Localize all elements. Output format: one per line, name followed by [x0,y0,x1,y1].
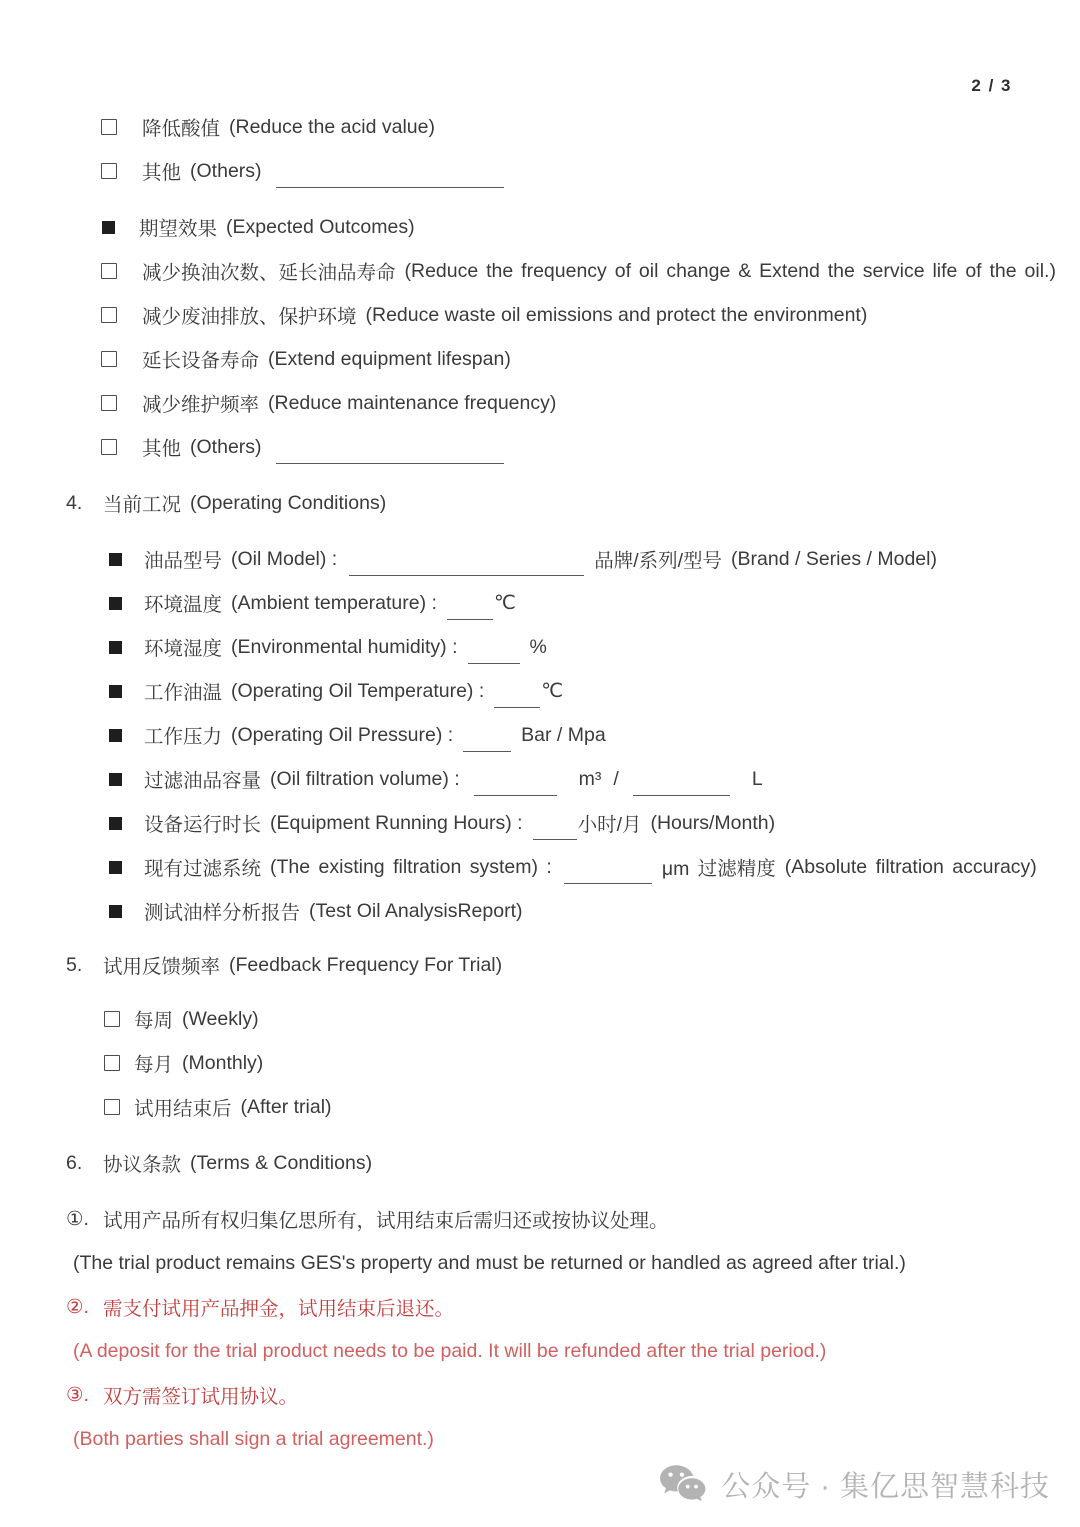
option-others-outcome [0,425,1080,469]
option-label-zh: 其他 [142,162,182,184]
unit-label: % [529,635,547,658]
option-label-zh: 减少废油排放、保护环境 [142,306,357,328]
section-5-feedback-frequency [0,943,1080,987]
field-test-oil-analysis-report [0,889,1080,933]
term-text-zh: 双方需签订试用协议。 [103,1386,299,1408]
field-label-zh: 过滤油品容量 [144,770,262,792]
unit-label: μm 过滤精度 [661,858,776,880]
others-fill-in-blank[interactable] [276,163,504,188]
option-label-en: (Reduce the acid value) [229,115,435,138]
running-hours-fill-in-blank[interactable] [533,815,577,840]
option-others-purpose [0,149,1080,193]
circled-number-2: ②. [66,1296,89,1318]
field-operating-oil-temperature [0,669,1080,713]
square-bullet-icon [109,773,122,786]
square-bullet-icon [109,905,122,918]
option-label-zh: 减少维护频率 [142,394,260,416]
section-title-zh: 当前工况 [103,494,182,516]
field-label-zh: 现有过滤系统 [144,858,262,880]
option-label-en: (Others) [190,435,262,458]
checkbox-icon[interactable] [104,1011,120,1027]
field-label-en: (Ambient temperature) : [231,591,437,614]
square-bullet-icon [109,641,122,654]
term-text-en: (The trial product remains GES's property and must be returned or handled as agreed after trial.) [73,1251,906,1274]
field-label-zh: 环境湿度 [144,638,223,660]
option-label-en: (Weekly) [182,1007,259,1030]
checkbox-icon[interactable] [101,395,117,411]
circled-number-1: ①. [66,1208,89,1230]
option-label-en: (Others) [190,159,262,182]
field-label-zh: 环境温度 [144,594,223,616]
section-title-en: (Feedback Frequency For Trial) [229,953,503,976]
field-label-zh: 油品型号 [144,550,223,572]
checkbox-icon[interactable] [101,351,117,367]
humidity-fill-in-blank[interactable] [468,639,520,664]
term-2-english [0,1329,1080,1373]
field-label-en: (Oil Model) : [231,547,338,570]
option-monthly [0,1041,1080,1085]
volume-litre-fill-in-blank[interactable] [633,771,730,796]
term-3-agreement [0,1373,1080,1417]
heading-expected-outcomes [0,205,1080,249]
field-label-en: (Operating Oil Pressure) : [231,723,454,746]
field-label-zh: 工作压力 [144,726,223,748]
option-reduce-oil-change [0,249,1080,293]
filtration-accuracy-fill-in-blank[interactable] [564,859,652,884]
checkbox-icon[interactable] [101,119,117,135]
field-label-en2: (Brand / Series / Model) [731,547,937,570]
checkbox-icon[interactable] [104,1055,120,1071]
checkbox-icon[interactable] [101,307,117,323]
square-bullet-icon [109,861,122,874]
oil-temperature-fill-in-blank[interactable] [494,683,540,708]
section-number: 6. [66,1151,83,1174]
field-label-zh: 设备运行时长 [144,814,262,836]
section-6-terms-conditions [0,1141,1080,1185]
unit-label: Bar / Mpa [521,723,606,746]
field-equipment-running-hours [0,801,1080,845]
watermark-label: 公众号 · 集亿思智慧科技 [721,1470,1050,1503]
field-label-en: (Test Oil AnalysisReport) [309,899,523,922]
field-environmental-humidity [0,625,1080,669]
unit-label: ℃ [541,680,564,702]
option-label-zh: 试用结束后 [134,1098,232,1120]
option-reduce-maintenance [0,381,1080,425]
section-number: 4. [66,491,83,514]
square-bullet-icon [109,817,122,830]
page-number: 2 / 3 [971,76,1012,95]
section-4-operating-conditions [0,481,1080,525]
square-bullet-icon [109,553,122,566]
term-text-zh: 试用产品所有权归集亿思所有，试用结束后需归还或按协议处理。 [103,1210,669,1232]
option-reduce-waste-oil [0,293,1080,337]
field-oil-filtration-volume [0,757,1080,801]
option-extend-equipment-lifespan [0,337,1080,381]
heading-label-en: (Expected Outcomes) [226,215,415,238]
unit-label: ℃ [493,592,516,614]
unit-label: 小时/月 [577,814,642,836]
option-weekly [0,997,1080,1041]
checkbox-icon[interactable] [101,163,117,179]
option-label-zh: 每周 [134,1010,174,1032]
section-title-zh: 试用反馈频率 [103,956,221,978]
term-2-deposit [0,1285,1080,1329]
field-label-en: (Environmental humidity) : [231,635,458,658]
heading-label-zh: 期望效果 [139,218,218,240]
option-after-trial [0,1085,1080,1129]
field-label-zh: 工作油温 [144,682,223,704]
option-label-zh: 降低酸值 [142,118,221,140]
option-label-en: (Monthly) [182,1051,264,1074]
option-label-en: (Reduce the frequency of oil change & Extend the service life of the oil.) [404,259,1056,282]
square-bullet-icon [109,597,122,610]
option-label-zh: 其他 [142,438,182,460]
section-title-en: (Terms & Conditions) [190,1151,373,1174]
square-bullet-icon [102,221,115,234]
section-number: 5. [66,953,83,976]
option-label-en: (Reduce maintenance frequency) [268,391,557,414]
option-label-en: (Reduce waste oil emissions and protect the environment) [365,303,868,326]
field-label-zh2: 品牌/系列/型号 [594,550,723,572]
others-fill-in-blank[interactable] [276,439,504,464]
field-label-en: (Operating Oil Temperature) : [231,679,485,702]
option-label-en: (Extend equipment lifespan) [268,347,511,370]
section-title-zh: 协议条款 [103,1154,182,1176]
option-reduce-acid-value [0,105,1080,149]
square-bullet-icon [109,729,122,742]
circled-number-3: ③. [66,1384,89,1406]
checkbox-icon[interactable] [101,439,117,455]
option-label-zh: 每月 [134,1054,174,1076]
term-text-en: (Both parties shall sign a trial agreement.) [73,1427,434,1450]
field-label-en2: (Absolute filtration accuracy) [784,855,1037,878]
slash-separator: / [613,767,619,790]
option-label-zh: 减少换油次数、延长油品寿命 [142,262,396,284]
field-label-en: (Oil filtration volume) : [270,767,460,790]
term-1-ownership [0,1197,1080,1241]
unit-label-m3: m³ [578,767,602,790]
oil-pressure-fill-in-blank[interactable] [463,727,511,752]
option-label-zh: 延长设备寿命 [142,350,260,372]
term-text-en: (A deposit for the trial product needs to be paid. It will be refunded after the trial period.) [73,1339,827,1362]
checkbox-icon[interactable] [104,1099,120,1115]
field-oil-model [0,537,1080,581]
field-existing-filtration-system [0,845,1080,889]
section-title-en: (Operating Conditions) [190,491,387,514]
volume-m3-fill-in-blank[interactable] [474,771,557,796]
field-label-en2: (Hours/Month) [650,811,776,834]
field-label-en: (Equipment Running Hours) : [270,811,523,834]
unit-label-litre: L [751,767,763,790]
term-1-english [0,1241,1080,1285]
option-label-en: (After trial) [240,1095,332,1118]
checkbox-icon[interactable] [101,263,117,279]
term-3-english [0,1417,1080,1461]
term-text-zh: 需支付试用产品押金，试用结束后退还。 [103,1298,455,1320]
field-label-zh: 测试油样分析报告 [144,902,301,924]
oil-model-fill-in-blank[interactable] [349,551,584,576]
field-operating-oil-pressure [0,713,1080,757]
wechat-icon [658,1463,708,1505]
wechat-watermark [658,1458,1050,1510]
square-bullet-icon [109,685,122,698]
field-label-en: (The existing filtration system) : [270,855,552,878]
ambient-temperature-fill-in-blank[interactable] [447,595,493,620]
field-ambient-temperature [0,581,1080,625]
